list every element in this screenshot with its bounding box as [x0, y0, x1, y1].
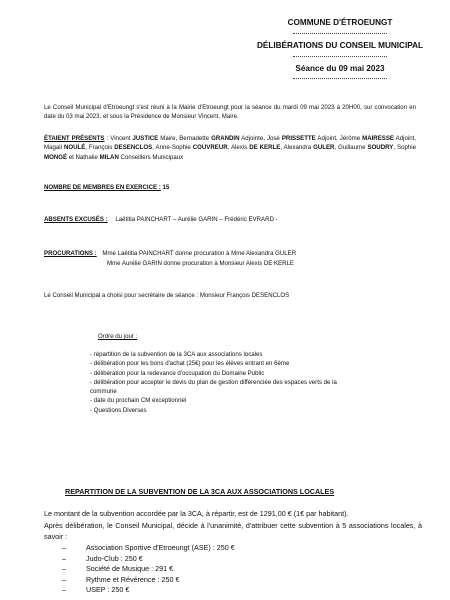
membres-value: 15: [162, 184, 170, 191]
member-surname: PRISSETTE: [281, 135, 316, 142]
member-surname: MILAN: [99, 153, 119, 161]
seance-date: Séance du 09 mai 2023: [295, 64, 385, 73]
member-surname: SOUDRY: [367, 144, 394, 152]
member-surname: MONGÉ: [44, 153, 68, 161]
member-surname: GRANDIN: [211, 135, 240, 142]
member-surname: DE KERLE: [249, 144, 281, 152]
member-surname: DESENCLOS: [114, 144, 153, 152]
repartition-title: REPARTITION DE LA SUBVENTION DE LA 3CA AUX ASSOCIATIONS LOCALES: [65, 487, 335, 496]
member-text: Adjoint, Magali: [44, 135, 417, 152]
member-text: , Anne-Sophie: [152, 144, 193, 152]
commune-title: COMMUNE D'ÉTROEUNGT: [287, 18, 393, 27]
procuration-2: Mme Aurélie GARIN donne procuration à Monsieur Alexis DE KERLE: [107, 260, 294, 267]
procuration-1: Mme Laëtitia PAINCHART donne procuration à Mme Alexandra GULER: [102, 250, 297, 257]
member-text: , Alexandra: [280, 144, 314, 152]
member-surname: COUVREUR: [192, 144, 228, 152]
separator: [293, 78, 387, 79]
member-text: , Sophie: [393, 144, 417, 152]
list-item: – USEP : 250 €: [62, 585, 130, 594]
member-text: Adjoint, Jérôme: [315, 135, 363, 142]
member-surname: GULER: [313, 144, 335, 152]
member-text: Conseillers Municipaux: [118, 153, 184, 161]
procurations-block: [44, 249, 416, 258]
absents-label: ABSENTS EXCUSÉS :: [44, 216, 108, 223]
list-item: – Association Sportive d'Etroeungt (ASE) : 250 €: [62, 543, 235, 552]
procurations-label: PROCURATIONS :: [44, 250, 97, 257]
member-text: Adjointe, José: [239, 135, 282, 142]
list-item: – Rythme et Révérence : 250 €: [62, 574, 180, 584]
membres-line: [44, 183, 416, 192]
membres-label: NOMBRE DE MEMBRES EN EXERCICE :: [44, 184, 161, 191]
member-text: , Guillaume: [334, 144, 368, 152]
list-item: – Société de Musique : 291 €: [62, 564, 174, 573]
member-text: , Alexis: [227, 144, 250, 152]
agenda-item: - délibération pour accepter le devis du plan de gestion différenciée des espaces verts de la: [90, 378, 337, 386]
member-text: et Nathalie: [67, 153, 100, 161]
separator: [293, 33, 387, 34]
agenda-item: - délibération pour la redevance d'occupation du Domaine Public: [90, 369, 265, 377]
association-list: [62, 543, 235, 596]
intro-paragraph: Le Conseil Municipal d'Etroeungt s'est réuni à la Mairie d'Etroeungt pour la séance du mardi 09 mai 2023 à 20H00, sur convocation en date du 03 mai 2023, et sous la Présidence de Monsieur Vincent, Maire.: [44, 104, 416, 121]
agenda-item: - délibération pour les bons d'achat (25€) pour les élèves entrant en 6ème: [90, 360, 290, 368]
agenda-item: - répartition de la subvention de la 3CA aux associations locales: [90, 351, 263, 358]
ordre-du-jour-list: [90, 350, 410, 415]
ordre-du-jour-title: Ordre du jour :: [98, 333, 138, 340]
absents-text: Laëtitia PAINCHART – Aurélie GARIN – Frédéric EVRARD -: [115, 216, 278, 223]
absents-line: [44, 215, 416, 224]
member-surname: NOULÉ: [63, 144, 86, 152]
agenda-item: - Questions Diverses: [90, 406, 147, 414]
agenda-item: commune: [90, 388, 117, 396]
separator: [293, 56, 387, 57]
member-text: , François: [85, 144, 115, 152]
agenda-item: - date du prochain CM exceptionnel: [90, 397, 187, 405]
repartition-para1: Le montant de la subvention accordée par la 3CA, à répartir, est de 1291,00 € (1€ par habitant).: [44, 509, 349, 518]
document-title: DÉLIBÉRATIONS DU CONSEIL MUNICIPAL: [256, 41, 424, 50]
member-text: : Vincent: [104, 135, 133, 142]
member-surname: JUSTICE: [132, 135, 159, 142]
list-item: – Judo-Club : 250 €: [62, 553, 143, 563]
member-surname: MAIRESSE: [362, 135, 394, 142]
secretaire-line: Le Conseil Municipal a choisi pour secrétaire de séance : Monsieur François DESENCLOS: [44, 292, 290, 299]
repartition-para2: Après délibération, le Conseil Municipal, décide à l'unanimité, d'attribuer cette subvention à 5 associations locales, à savoir :: [44, 521, 422, 541]
presents-label: ÉTAIENT PRÉSENTS: [44, 135, 105, 142]
member-text: Maire, Bernadette: [158, 135, 212, 142]
presents-paragraph: [44, 134, 416, 162]
